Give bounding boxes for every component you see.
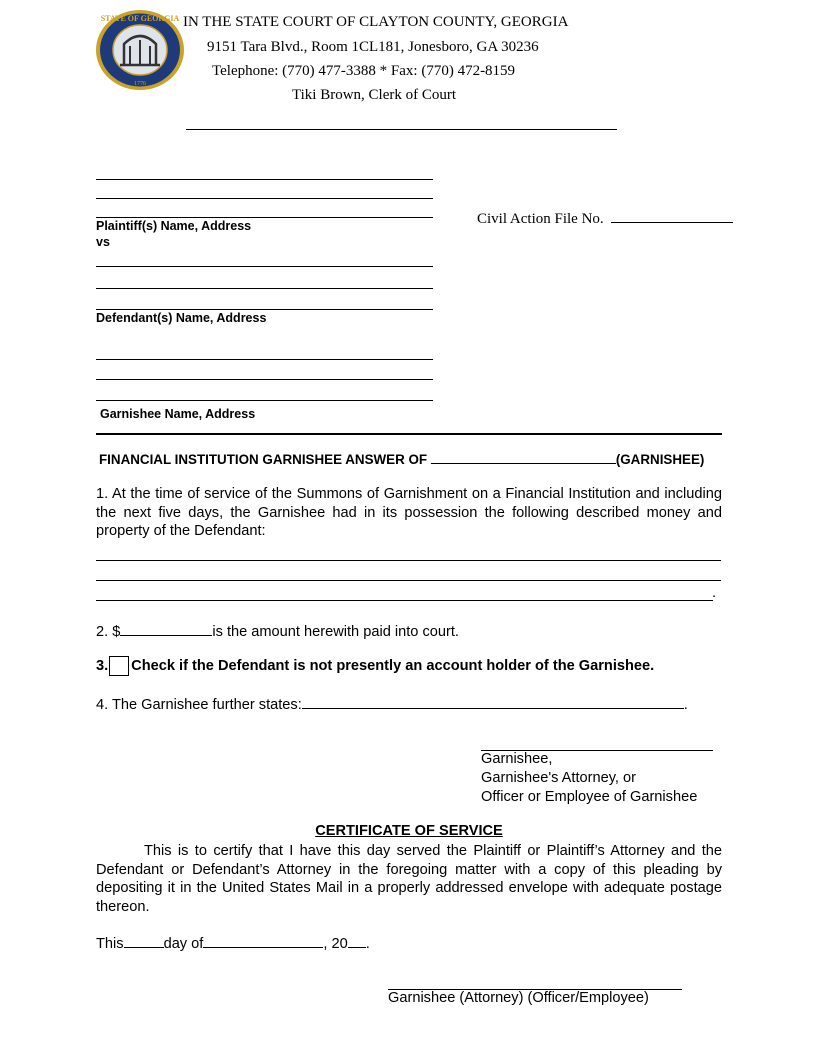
signature-line-3: Officer or Employee of Garnishee bbox=[481, 789, 698, 805]
signature-line-1: Garnishee, bbox=[481, 751, 553, 767]
seal-text: STATE OF GEORGIA bbox=[100, 14, 180, 23]
civil-action-label: Civil Action File No. bbox=[477, 211, 604, 227]
certificate-signature-caption: Garnishee (Attorney) (Officer/Employee) bbox=[388, 990, 649, 1006]
plaintiff-line-3 bbox=[96, 217, 433, 218]
property-line-2[interactable] bbox=[96, 580, 721, 581]
date-this: This bbox=[96, 936, 124, 952]
certificate-date bbox=[96, 933, 370, 954]
defendant-label: Defendant(s) Name, Address bbox=[96, 311, 267, 325]
day-field[interactable] bbox=[124, 933, 164, 948]
item-2 bbox=[96, 621, 459, 642]
property-period: . bbox=[712, 585, 717, 601]
court-name: IN THE STATE COURT OF CLAYTON COUNTY, GEORGIA bbox=[183, 14, 569, 30]
property-line-3[interactable] bbox=[96, 600, 713, 601]
civil-action-file-no bbox=[477, 208, 733, 228]
seal-year: 1776 bbox=[134, 81, 146, 87]
garnishee-line-1 bbox=[96, 359, 433, 360]
form-title-prefix: FINANCIAL INSTITUTION GARNISHEE ANSWER OF bbox=[99, 452, 428, 467]
garnishee-line-2 bbox=[96, 379, 433, 380]
item-1-text: 1. At the time of service of the Summons of Garnishment on a Financial Institution and including the next five days, the Garnishee had in its possession the following described money and property of the Defendant: bbox=[96, 486, 722, 540]
not-account-holder-checkbox[interactable] bbox=[109, 656, 129, 676]
court-telephone: Telephone: (770) 477-3388 * Fax: (770) 472-8159 bbox=[212, 63, 516, 79]
amount-paid-field[interactable] bbox=[120, 621, 212, 636]
certificate-body: This is to certify that I have this day served the Plaintiff or Plaintiff’s Attorney and the Defendant or Defendant’s Attorney in the foregoing matter with a copy of this pleading by depositing it in the United States Mail in a properly addressed envelope with adequate postage thereon. bbox=[96, 843, 722, 915]
item-4 bbox=[96, 694, 688, 715]
plaintiff-line-1 bbox=[96, 179, 433, 180]
item-4-prefix: 4. The Garnishee further states: bbox=[96, 697, 302, 713]
defendant-line-2 bbox=[96, 288, 433, 289]
year-field[interactable] bbox=[348, 933, 366, 948]
form-title bbox=[99, 451, 704, 467]
clerk-name: Tiki Brown, Clerk of Court bbox=[292, 87, 457, 103]
item-3 bbox=[96, 655, 654, 677]
item-3-number: 3. bbox=[96, 658, 109, 674]
date-end: . bbox=[365, 936, 370, 952]
signature-block bbox=[481, 750, 697, 807]
date-year: , 20 bbox=[323, 936, 348, 952]
georgia-seal-logo bbox=[94, 8, 186, 92]
garnishee-label: Garnishee Name, Address bbox=[100, 407, 256, 421]
plaintiff-label: Plaintiff(s) Name, Address bbox=[96, 219, 252, 233]
defendant-line-1 bbox=[96, 266, 433, 267]
month-field[interactable] bbox=[203, 933, 323, 948]
form-title-suffix: (GARNISHEE) bbox=[615, 452, 705, 467]
court-address: 9151 Tara Blvd., Room 1CL181, Jonesboro, GA 30236 bbox=[207, 39, 539, 55]
signature-line-2: Garnishee's Attorney, or bbox=[481, 770, 637, 786]
garnishee-name-field[interactable] bbox=[431, 451, 616, 464]
date-day-of: day of bbox=[163, 936, 204, 952]
defendant-line-3 bbox=[96, 309, 433, 310]
item-2-prefix: 2. $ bbox=[96, 624, 121, 640]
garnishee-line-3 bbox=[96, 400, 433, 401]
vs-label: vs bbox=[96, 235, 110, 249]
plaintiff-line-2 bbox=[96, 198, 433, 199]
property-line-1[interactable] bbox=[96, 560, 721, 561]
section-divider bbox=[96, 433, 722, 435]
header-divider bbox=[186, 129, 617, 130]
item-3-text: Check if the Defendant is not presently an account holder of the Garnishee. bbox=[131, 658, 655, 674]
item-2-suffix: is the amount herewith paid into court. bbox=[212, 624, 459, 640]
certificate-title: CERTIFICATE OF SERVICE bbox=[315, 823, 503, 839]
civil-action-number-field[interactable] bbox=[611, 208, 733, 223]
further-states-field[interactable] bbox=[302, 694, 684, 709]
item-4-period: . bbox=[683, 697, 688, 713]
